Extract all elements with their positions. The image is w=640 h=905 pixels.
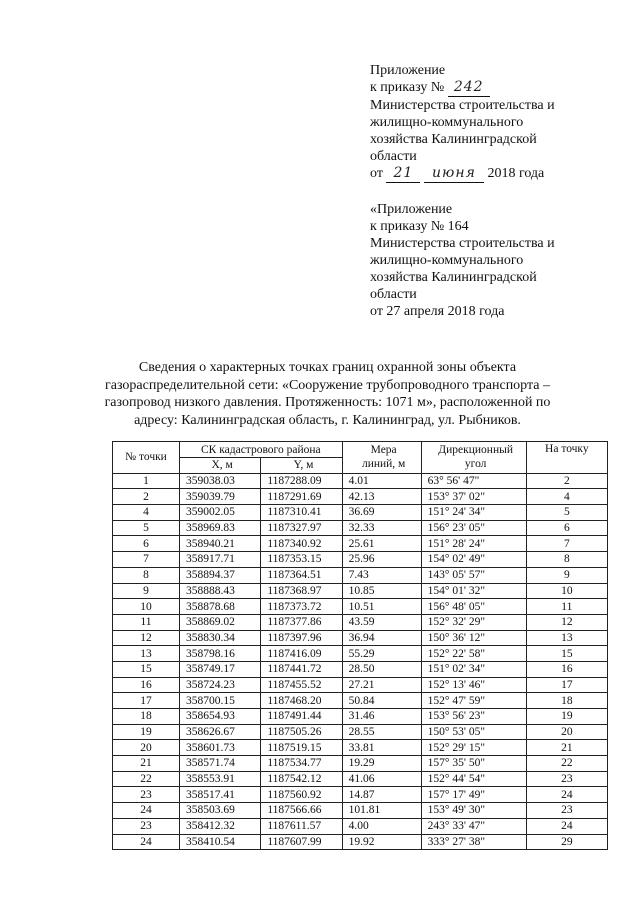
header-point: № точки [113, 442, 180, 474]
cell-angle: 152° 13' 46" [421, 677, 526, 693]
cell-to-point: 19 [526, 709, 607, 725]
cell-point: 7 [113, 552, 180, 568]
cell-point: 4 [113, 505, 180, 521]
cell-point: 5 [113, 520, 180, 536]
cell-angle: 153° 56' 23" [421, 709, 526, 725]
cell-y: 1187455.52 [261, 677, 342, 693]
cell-angle: 152° 32' 29" [421, 614, 526, 630]
table-row [113, 646, 608, 662]
cell-point: 23 [113, 818, 180, 834]
cell-point: 18 [113, 709, 180, 725]
cell-point: 12 [113, 630, 180, 646]
cell-angle: 143° 05' 57" [421, 567, 526, 583]
cell-angle: 152° 47' 59" [421, 693, 526, 709]
cell-point: 21 [113, 756, 180, 772]
cell-to-point: 23 [526, 771, 607, 787]
cell-x: 358917.71 [180, 552, 261, 568]
cell-to-point: 9 [526, 567, 607, 583]
table-row [113, 505, 608, 521]
cell-measure: 7.43 [342, 567, 421, 583]
cell-measure: 101.81 [342, 803, 421, 819]
cell-point: 20 [113, 740, 180, 756]
cell-angle: 156° 48' 05" [421, 599, 526, 615]
table-row [113, 583, 608, 599]
cell-measure: 43.59 [342, 614, 421, 630]
cell-y: 1187491.44 [261, 709, 342, 725]
order-line: к приказу № 164 [370, 219, 469, 234]
cell-y: 1187519.15 [261, 740, 342, 756]
cell-x: 358830.34 [180, 630, 261, 646]
header-measure-line-1: Мера [370, 444, 397, 457]
cell-y: 1187416.09 [261, 646, 342, 662]
cell-x: 358571.74 [180, 756, 261, 772]
table-row [113, 552, 608, 568]
table-row [113, 536, 608, 552]
cell-x: 358888.43 [180, 583, 261, 599]
cell-angle: 152° 29' 15" [421, 740, 526, 756]
cell-x: 358503.69 [180, 803, 261, 819]
cell-point: 10 [113, 599, 180, 615]
handwritten-date-month: июня [424, 165, 484, 183]
cell-to-point: 15 [526, 646, 607, 662]
cell-point: 6 [113, 536, 180, 552]
cell-point: 2 [113, 489, 180, 505]
coordinates-table [112, 441, 608, 850]
header-cs: СК кадастрового района [180, 442, 343, 458]
table-row [113, 614, 608, 630]
ministry-line-2: жилищно-коммунального [370, 253, 524, 268]
cell-to-point: 5 [526, 505, 607, 521]
cell-y: 1187505.26 [261, 724, 342, 740]
cell-x: 358894.37 [180, 567, 261, 583]
cell-point: 8 [113, 567, 180, 583]
cell-point: 22 [113, 771, 180, 787]
cell-y: 1187534.77 [261, 756, 342, 772]
cell-angle: 151° 28' 24" [421, 536, 526, 552]
cell-to-point: 4 [526, 489, 607, 505]
cell-y: 1187542.12 [261, 771, 342, 787]
cell-x: 358940.21 [180, 536, 261, 552]
info-line-2: газораспределительной сети: «Сооружение трубопроводного транспорта – [105, 377, 550, 393]
appendix-title: «Приложение [370, 202, 453, 217]
cell-y: 1187441.72 [261, 661, 342, 677]
cell-point: 9 [113, 583, 180, 599]
cell-angle: 156° 23' 05" [421, 520, 526, 536]
cell-angle: 150° 36' 12" [421, 630, 526, 646]
table-body [113, 473, 608, 850]
cell-y: 1187611.57 [261, 818, 342, 834]
info-line-1: Сведения о характерных точках границ охранной зоны объекта [138, 360, 517, 375]
ministry-line-4: области [370, 149, 417, 164]
cell-to-point: 13 [526, 630, 607, 646]
table-row [113, 803, 608, 819]
cell-measure: 50.84 [342, 693, 421, 709]
cell-point: 24 [113, 803, 180, 819]
cell-measure: 25.61 [342, 536, 421, 552]
cell-x: 359002.05 [180, 505, 261, 521]
cell-x: 358878.68 [180, 599, 261, 615]
cell-x: 358798.16 [180, 646, 261, 662]
cell-x: 359039.79 [180, 489, 261, 505]
table-row [113, 630, 608, 646]
order-prefix: к приказу № [370, 80, 445, 95]
date-line: от 27 апреля 2018 года [370, 304, 505, 319]
cell-x: 358553.91 [180, 771, 261, 787]
handwritten-order-number: 242 [448, 79, 490, 97]
cell-y: 1187373.72 [261, 599, 342, 615]
cell-point: 15 [113, 661, 180, 677]
ministry-line-2: жилищно-коммунального [370, 115, 524, 130]
table-row [113, 473, 608, 489]
table-row [113, 567, 608, 583]
cell-measure: 41.06 [342, 771, 421, 787]
cell-y: 1187310.41 [261, 505, 342, 521]
cell-measure: 36.69 [342, 505, 421, 521]
cell-measure: 10.51 [342, 599, 421, 615]
cell-point: 1 [113, 473, 180, 489]
cell-point: 13 [113, 646, 180, 662]
cell-measure: 31.46 [342, 709, 421, 725]
cell-measure: 42.13 [342, 489, 421, 505]
header-measure [342, 442, 421, 474]
cell-to-point: 12 [526, 614, 607, 630]
cell-measure: 33.81 [342, 740, 421, 756]
cell-measure: 10.85 [342, 583, 421, 599]
cell-x: 358969.83 [180, 520, 261, 536]
cell-angle: 152° 22' 58" [421, 646, 526, 662]
cell-x: 358601.73 [180, 740, 261, 756]
appendix-header-original [370, 201, 610, 320]
ministry-line-3: хозяйства Калининградской [370, 270, 537, 285]
header-measure-line-2: линий, м [361, 458, 406, 471]
header-x: X, м [180, 458, 261, 474]
cell-point: 16 [113, 677, 180, 693]
cell-x: 358724.23 [180, 677, 261, 693]
cell-to-point: 2 [526, 473, 607, 489]
cell-to-point: 10 [526, 583, 607, 599]
cell-angle: 333° 27' 38" [421, 834, 526, 850]
cell-to-point: 20 [526, 724, 607, 740]
cell-x: 358700.15 [180, 693, 261, 709]
cell-angle: 152° 44' 54" [421, 771, 526, 787]
cell-y: 1187566.66 [261, 803, 342, 819]
handwritten-date-day: 21 [386, 165, 420, 183]
cell-point: 11 [113, 614, 180, 630]
header-to-point: На точку [526, 442, 607, 474]
table-row [113, 756, 608, 772]
cell-x: 359038.03 [180, 473, 261, 489]
cell-x: 358654.93 [180, 709, 261, 725]
ministry-line-1: Министерства строительства и [370, 98, 555, 113]
table-row [113, 724, 608, 740]
appendix-title: Приложение [370, 63, 446, 78]
table-row [113, 771, 608, 787]
cell-x: 358626.67 [180, 724, 261, 740]
cell-x: 358869.02 [180, 614, 261, 630]
cell-x: 358412.32 [180, 818, 261, 834]
cell-y: 1187368.97 [261, 583, 342, 599]
cell-to-point: 24 [526, 787, 607, 803]
cell-to-point: 18 [526, 693, 607, 709]
header-angle-line-2: угол [464, 458, 487, 471]
header-y: Y, м [261, 458, 342, 474]
cell-point: 24 [113, 834, 180, 850]
cell-y: 1187353.15 [261, 552, 342, 568]
ministry-line-3: хозяйства Калининградской [370, 132, 537, 147]
cell-angle: 150° 53' 05" [421, 724, 526, 740]
table-row [113, 740, 608, 756]
cell-angle: 153° 49' 30" [421, 803, 526, 819]
cell-point: 17 [113, 693, 180, 709]
cell-to-point: 11 [526, 599, 607, 615]
cell-to-point: 17 [526, 677, 607, 693]
cell-y: 1187340.92 [261, 536, 342, 552]
table-row [113, 599, 608, 615]
table-row [113, 677, 608, 693]
table-row [113, 709, 608, 725]
cell-y: 1187327.97 [261, 520, 342, 536]
cell-to-point: 8 [526, 552, 607, 568]
cell-y: 1187560.92 [261, 787, 342, 803]
cell-measure: 27.21 [342, 677, 421, 693]
table-row [113, 818, 608, 834]
cell-to-point: 22 [526, 756, 607, 772]
table-row [113, 693, 608, 709]
cell-x: 358410.54 [180, 834, 261, 850]
cell-angle: 157° 35' 50" [421, 756, 526, 772]
cell-to-point: 23 [526, 803, 607, 819]
table-row [113, 787, 608, 803]
cell-y: 1187291.69 [261, 489, 342, 505]
cell-y: 1187288.09 [261, 473, 342, 489]
cell-to-point: 7 [526, 536, 607, 552]
cell-measure: 32.33 [342, 520, 421, 536]
cell-measure: 28.55 [342, 724, 421, 740]
cell-to-point: 29 [526, 834, 607, 850]
cell-angle: 63° 56' 47" [421, 473, 526, 489]
cell-point: 23 [113, 787, 180, 803]
ministry-line-4: области [370, 287, 417, 302]
cell-angle: 154° 01' 32" [421, 583, 526, 599]
cell-to-point: 16 [526, 661, 607, 677]
cell-angle: 157° 17' 49" [421, 787, 526, 803]
cell-angle: 154° 02' 49" [421, 552, 526, 568]
cell-point: 19 [113, 724, 180, 740]
cell-measure: 28.50 [342, 661, 421, 677]
header-angle [421, 442, 526, 474]
cell-measure: 19.92 [342, 834, 421, 850]
order-line [370, 79, 610, 97]
table-row [113, 489, 608, 505]
date-suffix: 2018 года [487, 166, 545, 181]
cell-measure: 19.29 [342, 756, 421, 772]
cell-to-point: 24 [526, 818, 607, 834]
cell-angle: 151° 02' 34" [421, 661, 526, 677]
cell-x: 358749.17 [180, 661, 261, 677]
ministry-line-1: Министерства строительства и [370, 236, 555, 251]
table-row [113, 661, 608, 677]
cell-y: 1187468.20 [261, 693, 342, 709]
cell-measure: 4.00 [342, 818, 421, 834]
date-prefix: от [370, 166, 383, 181]
cell-angle: 153° 37' 02" [421, 489, 526, 505]
cell-angle: 151° 24' 34" [421, 505, 526, 521]
cell-y: 1187377.86 [261, 614, 342, 630]
cell-measure: 36.94 [342, 630, 421, 646]
info-line-4: адресу: Калининградская область, г. Калининград, ул. Рыбников. [134, 412, 521, 428]
cell-measure: 55.29 [342, 646, 421, 662]
table-row [113, 834, 608, 850]
table-row [113, 520, 608, 536]
appendix-header-current [370, 62, 610, 183]
cell-x: 358517.41 [180, 787, 261, 803]
cell-to-point: 6 [526, 520, 607, 536]
info-paragraph [100, 359, 555, 429]
cell-to-point: 21 [526, 740, 607, 756]
header-angle-line-1: Дирекционный [438, 444, 513, 457]
cell-y: 1187364.51 [261, 567, 342, 583]
cell-measure: 14.87 [342, 787, 421, 803]
cell-angle: 243° 33' 47" [421, 818, 526, 834]
cell-y: 1187607.99 [261, 834, 342, 850]
cell-measure: 4.01 [342, 473, 421, 489]
date-line [370, 165, 610, 183]
cell-measure: 25.96 [342, 552, 421, 568]
info-line-3: газопровод низкого давления. Протяженность: 1071 м», расположенной по [104, 395, 551, 410]
cell-y: 1187397.96 [261, 630, 342, 646]
